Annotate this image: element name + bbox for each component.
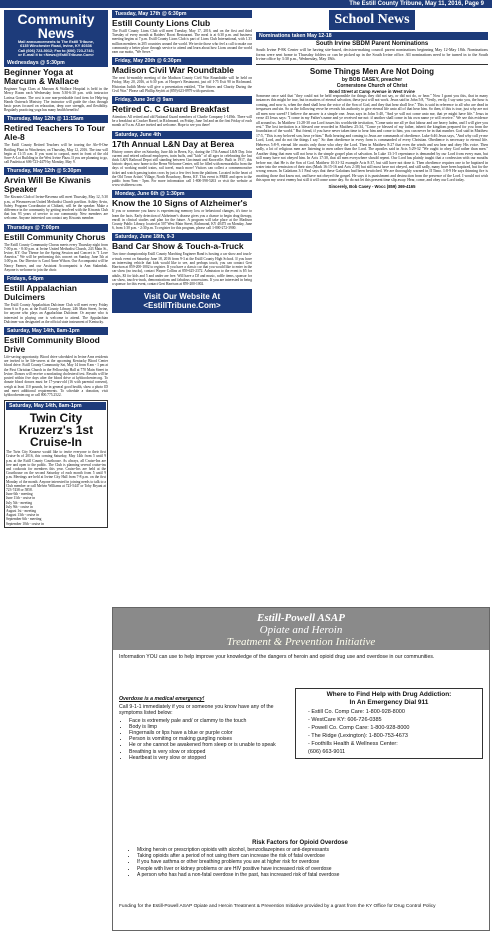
risk-item: • Taking opioids after a period of not using them can increase the risk of fatal overdose: [137, 853, 481, 859]
article-body: Someone once said that "they could not be held responsible for things they did not say, or did not do, or hear." Now I grant you this, that in many instances this might be true, but in matters of eternal salvation, these just will not work. Jesus said in John 5:8, "Verily, verily, I say unto you, the hour is coming, and now is, when the dead shall hear the voice of the Son of God, and they that hear shall live." This is said in reference to all who are dead in trespasses and sin. So as the following verse he reveals his authority to give eternal life unto all of that hear him. So then, if this is true, just why are not all men now saved? I believe the answer is a simple one. Jesus says in John 5:40, "And ye will not come unto me, that ye might have life." Jesus in verse 43 Jesus says: "I come in my Father's name and ye received me not: if another shall come in his own name ye will receive." We see this evidence all around us. In Matthew 11:28-30 our Lord issues his worldwide invitation, "Come unto me all ye that labour and are heavy laden, and I will give you rest." The lost invitation is a blessed one recorded in Matthew 25:34, "Come ye blessed of my father, inherit the kingdom prepared for you from the foundation of the world." But friend, if you have never taken time to hear him and come to him, you can never be in that number. God said in Matthew 17:5, "This is my beloved son, hear ye him." Both hearing and coming to Jesus are commands of obedience. Luke 6:46 Jesus says, "And why call ye me Lord, Lord, and do not the things I say." So then obedience in every form is commanded of every Christian. Obedience is necessary to eternal life. Hebrews 5:8-9, eternal life awaits only those who obey the Lord. Then in Matthew 8:27 that even the winds and sea hear and obey His voice. Then sadly, a lot of religious men are listening to men rather than the Lord. The apostles said in Acts 5:29-32 "We ought to obey God rather than men." Another thing that men will not hear is the simple gospel plan of salvation. In Luke 13:1-5 repentance is demanded by our Lord from every man, but still many have not obeyed him. In Acts 17:30, that all men everywhere should repent. Our Lord has plainly taught that a confession with our mouths before me, that He is the Son of God. Matthew 10:31-32 example Acts 8:37, but still have not done it. Then obedience requires one to be baptized in water into the remission of their sins (Mark 16:15-16 and Acts 2:38) but still most have not obeyed, and still sadly, many have been baptized, but for the wrong reason. In Galatians 3:1 Paul says that these Galatians had been bewitched. We are thoroughly warned in II Timo. 1:8-9 He says thinning fire is awaiting those that know not, and have not obeyed the gospel. He says it is punishment and destruction from the presence of the Lord. I would not wish this upon my worst enemy but still it will come some day. So do not let this present time slip away. Hear, come, and obey our Lord today.: [256, 93, 488, 183]
event-date: Thursdays @ 7:00pm: [4, 224, 108, 232]
school-news-logo-wrap: [256, 10, 488, 30]
website-banner-line1: Visit Our Website At: [143, 292, 221, 302]
event-section: [112, 96, 252, 128]
risk-item: • Mixing heroin or prescription opioids with alcohol, benzodiazepines or anti-depressants: [137, 847, 481, 853]
funding-note: Funding for the Estill-Powell ASAP Opiate and Heroin Treatment & Prevention Initiative provided by a grant from the KY Office for Drug Control Policy: [119, 904, 436, 909]
article-byline: by BOB CASEY, preacher: [341, 76, 403, 83]
event-body: The Estill County Appalachian Dulcimer Club will meet every Friday from 6 to 8 p.m. at the Estill County Library, 246 Main Street, Irvine, for anyone who plays an Appalachian Dulcimer. Or anyone who is interested in playing one is welcome to attend. The Appalachian Dulcimer was designated as the official state instrument of Kentucky.: [4, 303, 108, 324]
event-body: If you or someone you know is experiencing memory loss or behavioral changes, it's time to learn the facts. Early detection of Alzheimer's disease gives you a chance to begin drug therapy, enroll in clinical studies and plan for the future. A program will take place at the Madison County Public Library, located at 507 West Main Street, Richmond, KY 40475 on Monday, June 6, from 1:30 p.m. - 2:30 p.m. To register for this program, please call 1-800-272-3900.: [112, 209, 252, 231]
phone-line: Call (606) 723-5012; Fax to (606) 723-2743;: [18, 48, 94, 53]
notice-body: South Irvine P-8K Center will be having site-based, decision-making council parent nominations beginning May 12-May 18th. Nominations forms were sent home to Thursday folders or can be picked up in the South Irvine office. All nominations need to be turned in to the South Irvine office by 3:30 p.m., Wednesday, May 18th.: [256, 47, 488, 62]
twin-city-schedule: [6, 492, 106, 526]
event-section: [4, 327, 108, 397]
risk-item: • If you have asthma or other breathing problems you are at higher risk for overdose: [137, 859, 481, 865]
symptom-item: • Heartbeat is very slow or stopped: [129, 755, 295, 761]
event-date: Friday, May 20th @ 6:30pm: [112, 57, 252, 65]
event-body: The Estill County Retired Teachers will be touring the Ale-8-One Bottling Plant in Winchester, on Thursday, May 12, 2016. The tour will begin at 11:15 a.m. If you want to carpool, meet in front of the old Save-A-Lot Building in the West Irvine Plaza. If you are planning to go, call Pauletta at 606-723-4479 by Monday, May 9.: [4, 143, 108, 165]
school-news-logo: School News: [329, 10, 414, 30]
symptom-item: • Body is limp: [129, 724, 295, 730]
risk-title: Risk Factors for Opioid Overdose: [252, 840, 348, 846]
asap-advertisement: [112, 607, 490, 931]
ad-body: [113, 650, 489, 666]
event-section: [4, 59, 108, 112]
event-title: Madison Civil War Roundtable: [112, 65, 234, 76]
symptom-item: • Face is extremely pale and/ or clammy to the touch: [129, 718, 295, 724]
mail-line: Mail announcements to The Estill Tribune,: [18, 40, 94, 44]
event-title: Estill Community Blood Drive: [4, 335, 100, 355]
event-title: Estill County Lions Club: [112, 18, 211, 28]
help-box: [295, 688, 483, 759]
community-events-list: [4, 59, 108, 397]
event-section: [4, 115, 108, 164]
schedule-item: August 1st - meeting: [6, 508, 37, 513]
event-date: Monday, June 6th @ 1:30pm: [112, 190, 252, 198]
email-line: or E-mail it to <News@EstillTribune.Com>: [18, 52, 94, 57]
event-body: History comes alive on Saturday, June 4th in Berea, Ky., during the 17th Annual L&N Day. Join current and retired railroad employees, train buffs, and "kids" of all ages in celebrating the last thick L&N Railroad Depot still standing between Cincinnati and Knoxville. Built in 1917, this historic depot, now home to the Berea Welcome Center, will be filled with memorabilia from the days of working model trains, rail travel, much more! Visitors can collect a commemorative ticket and watch passing trains cross by just a few feet from the platform. Located in the heart of the Old Town Artists' Village, North Broadway, Berea, KY. This event is FREE and open to the public from 9am - 5pm. For more information call 1-800-598-5263 or visit the website at www.visitberea.com.: [112, 149, 252, 188]
event-section: [112, 10, 252, 54]
event-date: Thursday, May 12th @ 11:15am: [4, 115, 108, 123]
risk-item: • A person who has had a non-fatal overdose in the past, has increased risk of fatal overdose: [137, 872, 481, 878]
risk-item: • People with liver or kidney problems or are HIV positive have increased risk of overdose: [137, 866, 481, 872]
event-date: Tuesday, May 17th @ 6:30pm: [112, 10, 252, 18]
schedule-item: September 10th - cruise in: [6, 521, 44, 526]
event-body: The Estill County Community Chorus meets every Thursday night from 7:00 p.m. - 8:30 p.m. at Irvine United Methodist Church, 243 Main St., Irvine, KY. Our Theme for the Spring Session and Concert is "I Love America." We will be performing this concert on Sunday, June 5th at 3:00 p.m. Our Director is Carol Anne Wilson. Our Accompanist will be Nancy Farmer, and our Assistant Accompanist is Ann Stakmbak. Anyone is welcome to join the choir.: [4, 242, 108, 272]
overdose-heading: Overdose is a medical emergency!: [119, 696, 205, 702]
help-item: - Estill Co. Comp Care: 1-800-928-8000: [308, 709, 405, 715]
schedule-item: June 6th - meeting: [6, 492, 33, 497]
nominations-head: Nominations taken May 12-18: [256, 32, 488, 40]
symptom-item: • Person is vomiting or making gurgling noises: [129, 736, 295, 742]
event-body: Life-saving opportunity. Blood drive scheduled in Irvine Area residents are invited to be life-savers at the upcoming Kentucky Blood Center blood drive. Estill County Community Sat, May 14 from 8 am - 1 pm at the First Christian Church in the Fellowship Hall at 770 Main Street in Irvine. Donors will receive a nonfasting cholesterol test. Results will be posted within five days after the blood drive at kybloodcenter.org. To donate blood donors must be 17-years-old (16 with parental consent), weigh at least 110 pounds, be in general good health, show a photo ID and meet additional requirements. To schedule a donation, visit kybloodcenter.org or call 800.775.2522.: [4, 355, 108, 397]
article-church: Cornerstone Church of Christ: [336, 82, 408, 89]
event-title: Band Car Show & Touch-a-Truck: [112, 241, 244, 252]
symptom-item: • Breathing is very slow or stopped: [129, 749, 295, 755]
website-banner: [112, 289, 252, 313]
overdose-panel: [119, 694, 295, 761]
emergency-title: In An Emergency Dial 911: [349, 699, 429, 706]
event-section: [112, 233, 252, 286]
help-title: Where to Find Help with Drug Addiction:: [326, 691, 452, 698]
event-section: [4, 224, 108, 272]
event-section: [4, 167, 108, 220]
event-body: Beginner Yoga Class at Marcum & Wallace Hospital is held in the Mercy Room each Wednesday from 5:30-6:30 p.m. with instructor Larissa Gomez. The cost is one non-perishable food item for Help-ing Hands Outreach Ministry. The instructor will guide the class through basic poses focused on relaxation, deep core strength, and flexibility. Regularly practicing yoga has many health benefits!: [4, 87, 108, 113]
ad-intro: Information YOU can use to help improve your knowledge of the dangers of heroin and opioid drug use and overdose in our communities.: [119, 654, 435, 660]
event-section: [112, 131, 252, 188]
website-link[interactable]: <EstillTribune.Com>: [143, 301, 221, 311]
event-body: The Estill County Lions Club will meet Tuesday, May 17, 2016, and on the first and third Tuesday of every month at Raiders' Roost Restaurant. The meal is at 6:30 p.m. and business meeting begins at 7 p.m. Estill County Lions Club is part of Lions Club International, with 1.35 million members in 205 countries around the world. We invite those who feel a call to make our community a better place through service to attend and learn about how Lions around the world earn our motto, "We Serve.": [112, 29, 252, 55]
symptom-item: • He or she cannot be awakened from sleep or is unable to speak: [129, 742, 295, 748]
page-runner: The Estill County Tribune, May 11, 2016, Page 9: [349, 1, 484, 7]
help-list: [308, 708, 478, 756]
event-title: Know the 10 Signs of Alzheimer's: [112, 198, 248, 209]
column-events-2: [112, 10, 252, 313]
event-date: Thursday, May 12th @ 5:30pm: [4, 167, 108, 175]
column-community-news: [4, 10, 108, 531]
event-body: Attention: All retired and old National Guard members of Charlie Company 1-149th. There will be a breakfast at Cracker Barrel, in Richmond, on Friday, June 3rd and on the first Friday of each month at 9 a.m. All are invited and welcome. Hope to see you there!: [112, 115, 252, 128]
event-title: Estill Community Chorus: [4, 231, 106, 242]
call-911-text: Call 9-1-1 immediately if you or someone you know have any of the symptoms listed below:: [119, 704, 274, 717]
event-title: 17th Annual L&N Day at Berea: [112, 138, 235, 149]
help-item: - The Ridge (Lexington): 1-800-753-4673: [308, 733, 408, 739]
article-signature: Sincerely, Bob Casey - Wocc (859) 369-4165: [328, 183, 416, 189]
ad-title: Estill-Powell ASAP: [257, 612, 345, 624]
event-body: The Kiwanis Club of Irvine-Ravenna will meet Thursday, May 12, 5:30 p.m., at Wesmorewon United Methodist Church pavilion. Ashley Arvin, Safety Program Coordinator at Chiltarti, will be the speaker. Make a difference in the community by getting involved with the Kiwanis Club that has 93 years of service to our community. New members are welcome. Anyone interested can contact any Kiwanis member.: [4, 195, 108, 221]
event-date: Wednesdays @ 5:30pm: [4, 59, 108, 67]
event-title: Estill Appalachian Dulcimers: [4, 283, 77, 303]
help-item: - Powell Co. Comp Care: 1-800-928-8000: [308, 725, 410, 731]
event-section: [4, 275, 108, 324]
page-header-strip: [0, 0, 492, 8]
event-date: Friday, June 3rd @ 9am: [112, 96, 252, 104]
event-section: [112, 190, 252, 230]
event-date: Saturday, June 4th: [112, 131, 252, 139]
mail-address: 6135 Winchester Road, Irvine, KY 40336: [20, 44, 92, 49]
risk-factors: [119, 840, 481, 878]
event-body: Two time championship Estill County Marching Engineer Band is hosting a car show and touch-a-truck event on Saturday June 18, 2016 from 9-3 at the Estill County High School. If you have an interesting vehicle that kids would like to see, and perhaps touch, you can contact Geri Harrison at 859-200-1002 to register. If you have a classic car that you would like to enter in the car show (no trucks), contact Wayne Collins at 859-625-2372. Admission to the event is $5 for adults, $3 for kids and 5 and under are free. Will have a DJ and music, raffle items, sponsor for car show, touch-a-truck, demonstrations and fabulous concessions. If you are interested in being a sponsor for this event, contact Geri Harrison at 859-200-1002.: [112, 252, 252, 286]
twin-city-title: Twin City Kruzerz's 1st Cruise-In: [18, 411, 94, 450]
event-title: Beginner Yoga at Marcum & Wallace: [4, 67, 79, 87]
event-title: Arvin Will Be Kiwanis Speaker: [4, 175, 91, 195]
ad-subtitle-2: Treatment & Prevention Initiative: [226, 636, 376, 648]
event-section: [112, 57, 252, 93]
event-date: Fridays, 6-8pm: [4, 275, 108, 283]
community-news-title: Community News: [17, 11, 95, 41]
event-title: Retired C. C Guard Breakfast: [112, 104, 230, 115]
help-item: - WestCare KY: 606-726-0385: [308, 717, 382, 723]
help-item: - Foothills Health & Wellness Center:: [308, 741, 398, 747]
schedule-item: September 6th - meeting: [6, 517, 42, 522]
notice-title: South Irvine SBDM Parent Nominations: [315, 41, 429, 47]
twin-city-body: The Twin City Kruzerz would like to invite everyone to their first Cruise-In of 2016, this coming Saturday, May 14th from 5 until 9 p.m. at the Estill County Courthouse. As always, all Cruise-Ins are free and open to the public. The Club is planning several cruise-ins and cookouts for members this year. Cruise-Ins are held at the Courthouse on the second Saturday of each month from 5 until 9 p.m. Meetings are held at Irvine City Hall from 7-8 p.m. on the first Monday of the month. Anyone interested in joining needs to talk to a Club member or call Melvin Williams at 723-5447 or Toby Bryant at 723-7438 or 5858.: [6, 450, 106, 492]
event-title: Retired Teachers To Tour Ale-8: [4, 123, 106, 143]
ad-subtitle: Opiate and Heroin: [259, 624, 343, 636]
article-location: Bond Street at Camp Avenue in West Irvine: [329, 88, 415, 94]
events-list-2: [112, 10, 252, 286]
symptom-item: • Fingernails or lips have a blue or purple color: [129, 730, 295, 736]
event-date: Saturday, May 14th, 8am-1pm: [4, 327, 108, 335]
article-box: [256, 64, 488, 189]
schedule-item: July 5th - meeting: [6, 500, 33, 505]
schedule-item: August 13th - cruise in: [6, 513, 39, 518]
help-item: (606) 663-9011: [308, 749, 346, 755]
event-date: Saturday, June 18th, 9-3: [112, 233, 252, 241]
community-news-box: [4, 10, 108, 59]
event-body: The next bi-monthly meeting of the Madison County Civil War Roundtable will be held on Friday, May 20, 2016, at 6:30 p.m. at Hooper's Restaurant, just off I-75 Exit 90 in Richmond. Historian Judith Mertz will give a presentation entitled, "The Sisters and Charity During the Civil War." Please call Phillip Seyfrit at (859) 623-8979 with questions.: [112, 76, 252, 93]
twin-city-section: [4, 400, 108, 528]
event-date: Saturday, May 14th, 8am-1pm: [6, 402, 106, 410]
article-title: Some Things Men Are Not Doing: [309, 66, 435, 76]
column-school-news: [256, 10, 488, 189]
symptom-list: [129, 718, 295, 761]
risk-list: [137, 847, 481, 878]
schedule-item: June 11th - cruise in: [6, 496, 36, 501]
schedule-item: July 9th - cruise in: [6, 504, 33, 509]
ad-header: [113, 608, 489, 650]
